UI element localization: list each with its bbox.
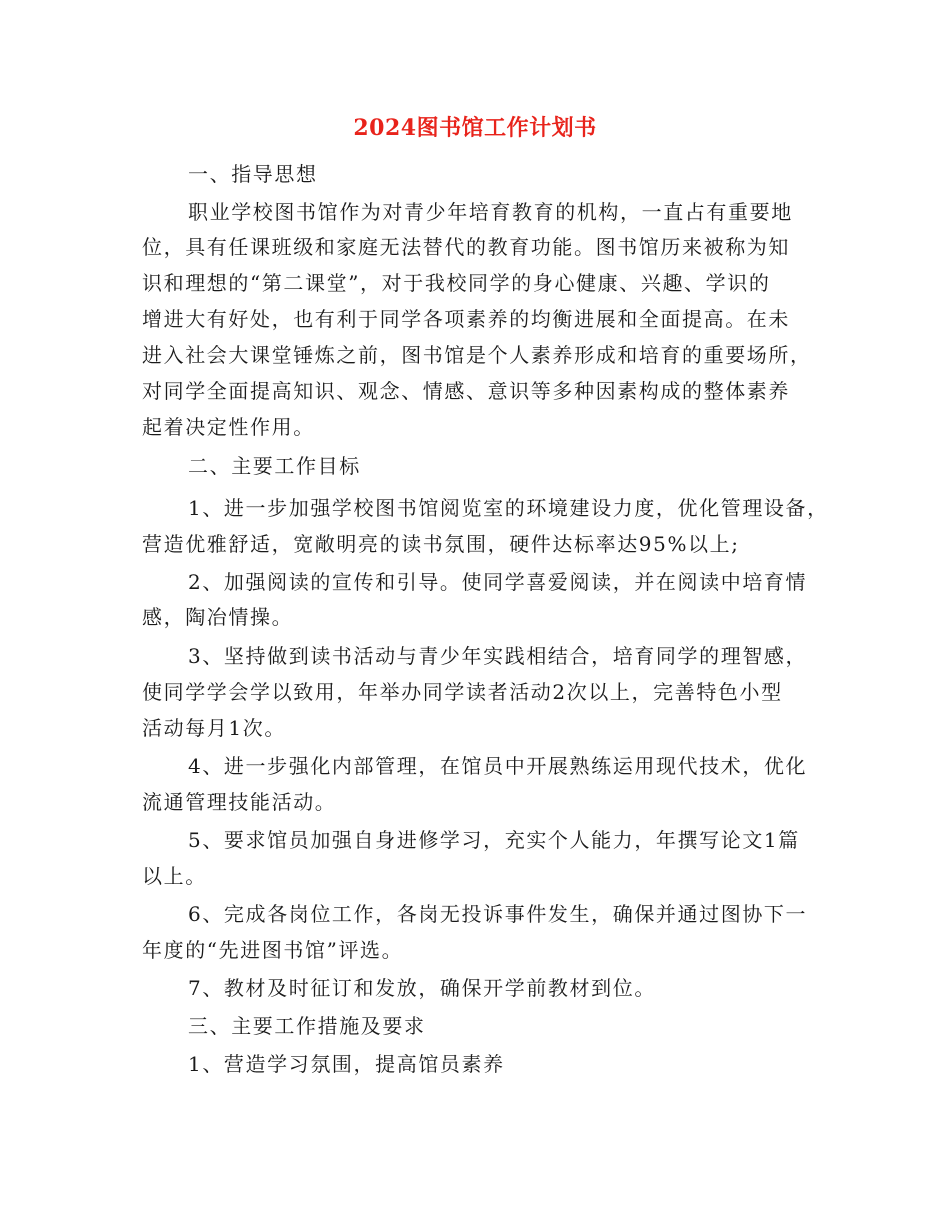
document-title: 2024图书馆工作计划书 [353,115,597,141]
paragraph-line: 识和理想的“第二课堂”，对于我校同学的身心健康、兴趣、学识的 [142,271,771,295]
goal-item-6: 6、完成各岗位工作，各岗无投诉事件发生，确保并通过图协下一 [188,902,808,926]
goal-item-5: 5、要求馆员加强自身进修学习，充实个人能力，年撰写论文1篇 [188,828,800,852]
paragraph-line: 对同学全面提高知识、观念、情感、意识等多种因素构成的整体素养 [142,379,790,403]
paragraph-line: 起着决定性作用。 [142,415,315,439]
goal-item-7: 7、教材及时征订和发放，确保开学前教材到位。 [188,976,656,1000]
goal-item-3-cont: 活动每月1次。 [142,716,286,740]
paragraph-line: 位，具有任课班级和家庭无法替代的教育功能。图书馆历来被称为知 [142,235,790,259]
section-heading-main-goals: 二、主要工作目标 [188,454,361,478]
goal-item-1-cont: 营造优雅舒适，宽敞明亮的读书氛围，硬件达标率达95%以上; [142,532,740,556]
goal-item-2-cont: 感，陶冶情操。 [142,605,294,629]
goal-item-6-cont: 年度的“先进图书馆”评选。 [142,938,404,962]
paragraph-line: 职业学校图书馆作为对青少年培育教育的机构，一直占有重要地 [188,200,793,224]
goal-item-2: 2、加强阅读的宣传和引导。使同学喜爱阅读，并在阅读中培育情 [188,570,808,594]
goal-item-3: 3、坚持做到读书活动与青少年实践相结合，培育同学的理智感， [188,644,808,668]
paragraph-line: 进入社会大课堂锤炼之前，图书馆是个人素养形成和培育的重要场所， [142,343,812,367]
section-heading-measures: 三、主要工作措施及要求 [188,1014,426,1038]
goal-item-5-cont: 以上。 [142,864,207,888]
goal-item-4: 4、进一步强化内部管理，在馆员中开展熟练运用现代技术，优化 [188,754,808,778]
goal-item-4-cont: 流通管理技能活动。 [142,790,337,814]
paragraph-line: 增进大有好处，也有利于同学各项素养的均衡进展和全面提高。在未 [142,307,790,331]
goal-item-3-cont: 使同学学会学以致用，年举办同学读者活动2次以上，完善特色小型 [142,680,783,704]
measure-item-1: 1、营造学习氛围，提高馆员素养 [188,1052,505,1076]
section-heading-guiding-thought: 一、指导思想 [188,162,318,186]
goal-item-1: 1、进一步加强学校图书馆阅览室的环境建设力度，优化管理设备， [188,496,829,520]
